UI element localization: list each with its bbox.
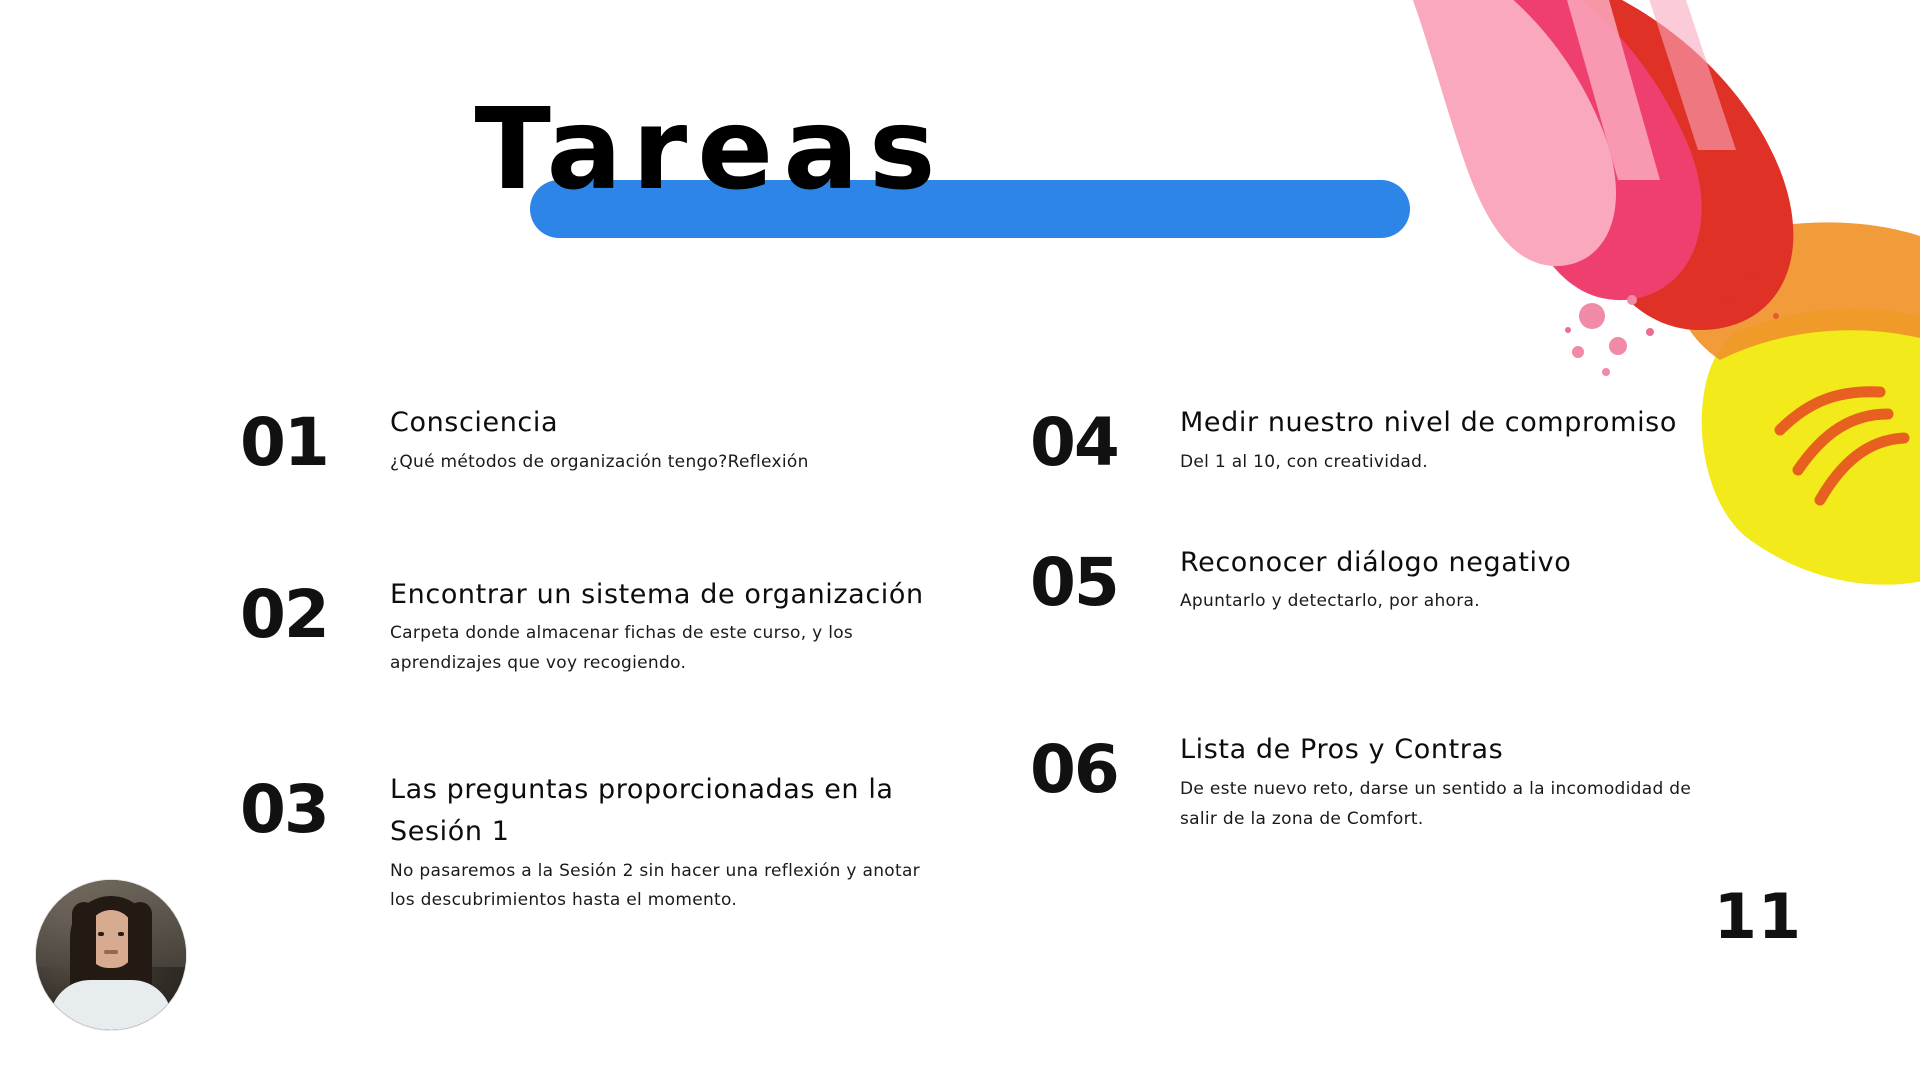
item-body <box>390 572 940 679</box>
item-body <box>1180 540 1710 618</box>
item-heading: Reconocer diálogo negativo <box>1180 546 1572 578</box>
list-item <box>1030 727 1710 834</box>
item-number: 03 <box>240 770 328 848</box>
item-heading: Consciencia <box>390 407 559 438</box>
item-heading: Lista de Pros y Contras <box>1180 734 1504 766</box>
item-number: 01 <box>240 404 328 481</box>
slide-title-block <box>0 80 1420 240</box>
item-body <box>390 767 940 916</box>
item-body <box>1180 400 1710 478</box>
item-description: De este nuevo reto, darse un sentido a la incomodidad de salir de la zona de Comfort. <box>1180 779 1692 829</box>
page-number: 11 <box>1713 880 1802 953</box>
item-number: 04 <box>1030 404 1118 481</box>
list-item <box>1030 400 1710 481</box>
item-heading: Encontrar un sistema de organización <box>390 578 924 610</box>
item-number: 02 <box>240 575 328 653</box>
list-item <box>240 400 940 481</box>
presenter-webcam-bubble[interactable] <box>36 880 186 1030</box>
item-description: Carpeta donde almacenar fichas de este curso, y los aprendizajes que voy recogiendo. <box>390 623 854 674</box>
item-body <box>1180 727 1710 834</box>
item-number: 05 <box>1030 543 1118 621</box>
list-item <box>1030 540 1710 621</box>
webcam-person-shirt <box>50 980 172 1030</box>
item-description: Apuntarlo y detectarlo, por ahora. <box>1180 591 1480 612</box>
item-heading: Medir nuestro nivel de compromiso <box>1180 407 1677 438</box>
webcam-person-eye-left <box>98 932 104 936</box>
item-description: ¿Qué métodos de organización tengo?Reflexión <box>390 451 809 472</box>
webcam-person-eye-right <box>118 932 124 936</box>
list-item <box>240 572 940 679</box>
task-list-right <box>1030 400 1710 881</box>
item-description: No pasaremos a la Sesión 2 sin hacer una reflexión y anotar los descubrimientos hasta el momento. <box>390 860 920 911</box>
page-title: Tareas <box>474 85 946 215</box>
webcam-person-mouth <box>104 950 118 954</box>
task-list-left <box>240 400 940 962</box>
item-heading: Las preguntas proporcionadas en la Sesión 1 <box>390 773 894 847</box>
item-body <box>390 400 940 478</box>
list-item <box>240 767 940 916</box>
item-number: 06 <box>1030 731 1118 809</box>
webcam-video <box>36 880 186 1030</box>
item-description: Del 1 al 10, con creatividad. <box>1180 451 1428 472</box>
